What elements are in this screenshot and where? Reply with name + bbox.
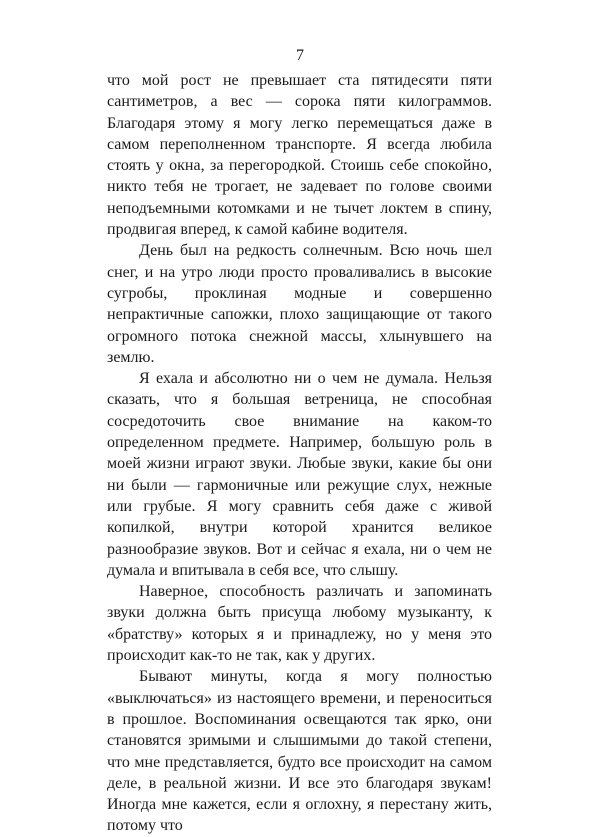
page-number: 7 bbox=[296, 47, 304, 64]
paragraph-2: День был на редкость солнечным. Всю ночь шел снег, и на утро люди просто проваливались в высокие сугробы, проклиная модные и совершенно непрактичные сапожки, плохо защищающие от такого огромного потока снежной массы, хлынувшего на землю. bbox=[107, 242, 492, 366]
paragraph-3: Я ехала и абсолютно ни о чем не думала. Нельзя сказать, что я большая ветреница, не способная сосредоточить свое внимание на каком-то определенном предмете. Например, большую роль в моей жизни играют звуки. Любые звуки, какие бы они ни были — гармоничные или режущие слух, нежные или грубые. Я могу сравнить себя даже с живой копилкой, внутри которой хранится великое разнообразие звуков. Вот и сейчас я ехала, ни о чем не думала и впитывала в себя все, что слышу. bbox=[107, 370, 492, 579]
paragraph-4: Наверное, способность различать и запоминать звуки должна быть присуща любому музыканту, к «братству» которых я и принадлежу, но у меня это происходит как-то не так, как у других. bbox=[107, 583, 492, 665]
page-text-body bbox=[107, 70, 492, 837]
paragraph-5: Бывают минуты, когда я могу полностью «выключаться» из настоящего времени, и переноситься в прошлое. Воспоминания освещаются так ярко, они становятся зримыми и слышимыми до такой степени, что мне представляется, будто все происходит на самом деле, в реальной жизни. И все это благодаря звукам! Иногда мне кажется, если я оглохну, я перестану жить, потому что bbox=[107, 668, 492, 835]
paragraph-1: что мой рост не превышает ста пятидесяти пяти сантиметров, а вес — сорока пяти килограммов. Благодаря этому я могу легко перемещаться даже в самом переполненном транспорте. Я всегда любила стоять у окна, за перегородкой. Стоишь себе спокойно, никто тебя не трогает, не задевает по голове своими неподъемными котомками и не тычет локтем в спину, продвигая вперед, к самой кабине водителя. bbox=[107, 72, 492, 239]
